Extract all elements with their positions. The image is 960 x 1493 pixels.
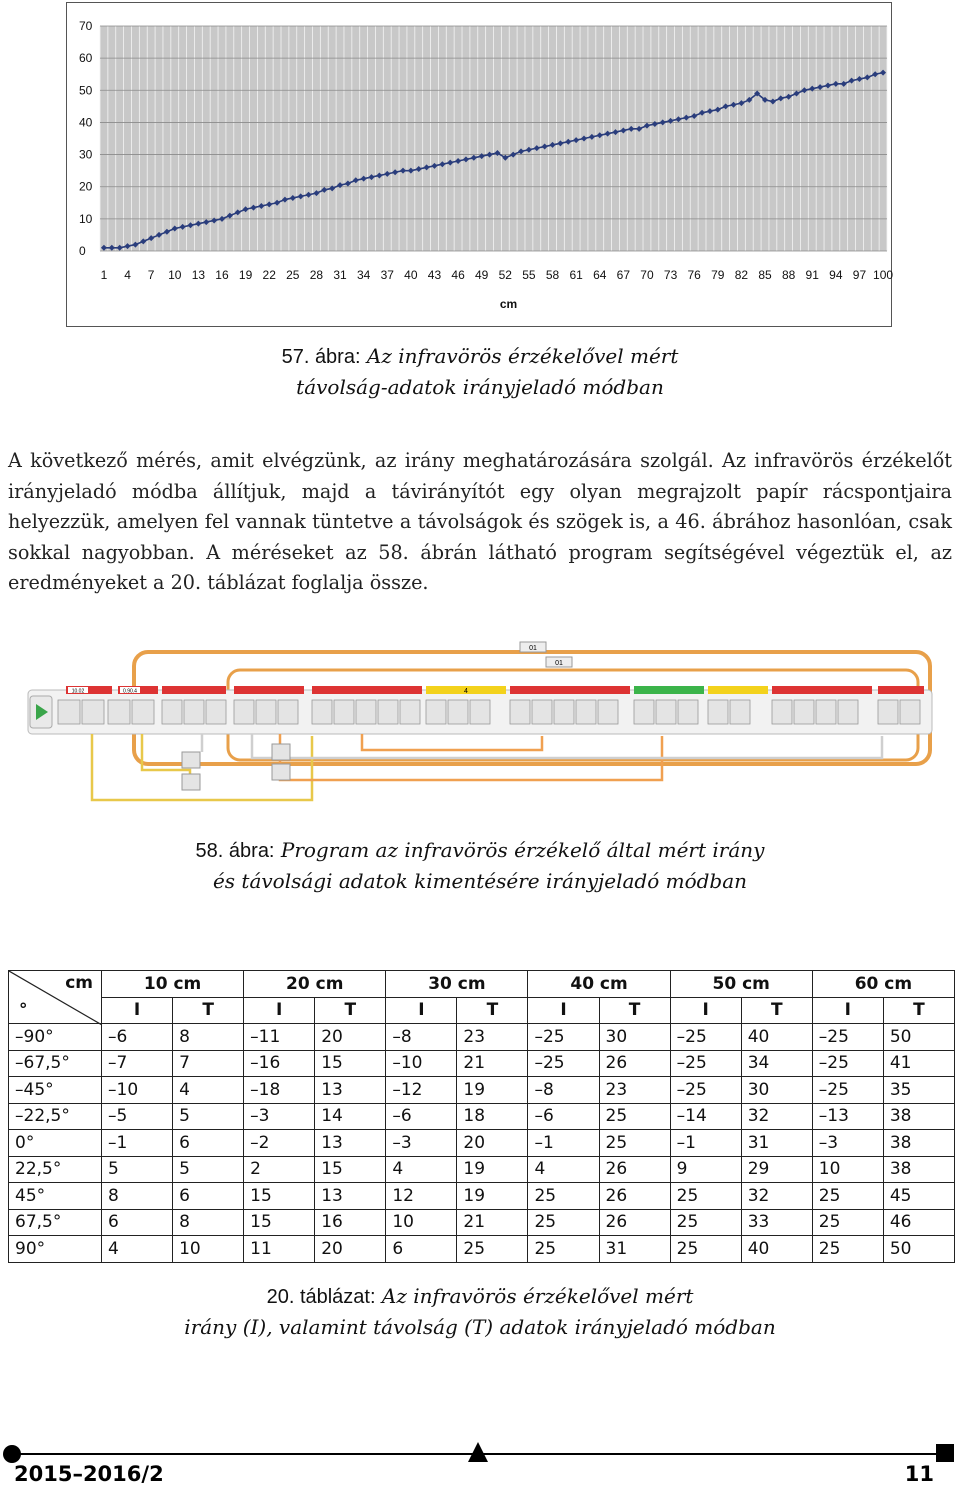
- x-tick-label: 22: [262, 268, 276, 282]
- table-cell: –5: [102, 1103, 173, 1130]
- y-tick-label: 30: [79, 147, 93, 162]
- table-cell: 4: [173, 1077, 244, 1104]
- table-cell: 50: [883, 1236, 954, 1263]
- table-cell: 4: [386, 1156, 457, 1183]
- math-block-3: [272, 744, 290, 760]
- table-cell: 30: [741, 1077, 812, 1104]
- table-cell: 32: [741, 1103, 812, 1130]
- table-cell: 25: [670, 1183, 741, 1210]
- angle-cell: –45°: [9, 1077, 102, 1104]
- y-tick-label: 10: [79, 211, 93, 226]
- table-cell: 8: [173, 1024, 244, 1051]
- x-tick-label: 19: [238, 268, 253, 282]
- x-tick-label: 31: [333, 268, 347, 282]
- table-cell: –25: [812, 1077, 883, 1104]
- table-cell: –1: [102, 1130, 173, 1157]
- table-cell: 6: [386, 1236, 457, 1263]
- figure-58-caption: [0, 835, 960, 896]
- circle-icon: [3, 1445, 21, 1463]
- table-cell: 31: [599, 1236, 670, 1263]
- table-cell: 23: [457, 1024, 528, 1051]
- distance-header: 50 cm: [670, 971, 812, 998]
- table-cell: –8: [386, 1024, 457, 1051]
- x-tick-label: 34: [356, 268, 371, 282]
- x-tick-label: 55: [522, 268, 536, 282]
- x-tick-label: 70: [640, 268, 654, 282]
- direction-header: I: [812, 997, 883, 1024]
- table-cell: 6: [173, 1130, 244, 1157]
- block-header-9: [708, 686, 768, 694]
- table-row: [9, 1209, 955, 1236]
- loop-label-top: 01: [529, 645, 537, 652]
- x-tick-label: 100: [873, 268, 893, 282]
- table-row: [9, 1103, 955, 1130]
- table-cell: –25: [528, 1050, 599, 1077]
- table-cell: 35: [883, 1077, 954, 1104]
- table-cell: –25: [670, 1077, 741, 1104]
- x-tick-label: 49: [475, 268, 489, 282]
- program-blocks: [58, 700, 920, 724]
- distance-chart-svg: [67, 3, 893, 328]
- table-cell: –10: [386, 1050, 457, 1077]
- issue-number: 2015–2016/2: [14, 1462, 164, 1486]
- table-cell: –6: [386, 1103, 457, 1130]
- table-cell: 2: [244, 1156, 315, 1183]
- table-row: [9, 1130, 955, 1157]
- table-cell: 25: [528, 1209, 599, 1236]
- x-axis-title: cm: [499, 297, 518, 311]
- block-header-7: [510, 686, 630, 694]
- table-row: [9, 1156, 955, 1183]
- table-body: [9, 1024, 955, 1263]
- table-cell: 7: [173, 1050, 244, 1077]
- table-cell: 26: [599, 1050, 670, 1077]
- table-cell: –12: [386, 1077, 457, 1104]
- table-cell: 25: [670, 1209, 741, 1236]
- table-cell: 20: [315, 1024, 386, 1051]
- table-cell: 10: [173, 1236, 244, 1263]
- table-cell: 46: [883, 1209, 954, 1236]
- direction-header: I: [386, 997, 457, 1024]
- figure-57-line1: Az infravörös érzékelővel mért: [366, 344, 679, 368]
- math-block-1: [182, 752, 200, 768]
- table-cell: 25: [599, 1130, 670, 1157]
- table-cell: 25: [670, 1236, 741, 1263]
- angle-cell: 0°: [9, 1130, 102, 1157]
- table-cell: –1: [670, 1130, 741, 1157]
- table-cell: 41: [883, 1050, 954, 1077]
- figure-57-number: 57. ábra:: [281, 346, 361, 368]
- table-cell: –25: [670, 1050, 741, 1077]
- table-cell: 25: [812, 1183, 883, 1210]
- block-header-5: [312, 686, 422, 694]
- table-cell: –6: [528, 1103, 599, 1130]
- direction-header: I: [670, 997, 741, 1024]
- table-cell: 26: [599, 1183, 670, 1210]
- table-cell: 14: [315, 1103, 386, 1130]
- table-cell: –3: [244, 1103, 315, 1130]
- table-cell: 45: [883, 1183, 954, 1210]
- table-cell: –3: [812, 1130, 883, 1157]
- angle-cell: 22,5°: [9, 1156, 102, 1183]
- table-cell: –6: [102, 1024, 173, 1051]
- block-value-1: 10.02: [71, 688, 85, 695]
- block-header-4: [234, 686, 304, 694]
- table-cell: 29: [741, 1156, 812, 1183]
- body-paragraph: A következő mérés, amit elvégzünk, az irány meghatározására szolgál. Az infravörös érzékelőt irányjeladó módba állítjuk, majd a távirányítót egy olyan megrajzolt papír rácspontjaira helyezzük, amelyen fel vannak tüntetve a távolságok és szögek is, a 46. ábrához hasonlóan, csak sokkal nagyobban. A méréseket az 58. ábrán látható program segítségével végeztük el, az eredményeket a 20. táblázat foglalja össze.: [8, 449, 952, 594]
- x-tick-label: 88: [781, 268, 796, 282]
- x-tick-label: 73: [663, 268, 678, 282]
- x-tick-label: 43: [427, 268, 442, 282]
- distance-header: 10 cm: [102, 971, 244, 998]
- x-tick-label: 85: [758, 268, 772, 282]
- measurement-table: [8, 970, 955, 1263]
- x-tick-label: 64: [593, 268, 607, 282]
- table-cell: 38: [883, 1130, 954, 1157]
- direction-header: I: [102, 997, 173, 1024]
- x-tick-label: 16: [215, 268, 229, 282]
- distance-header-row: [9, 971, 955, 998]
- table-cell: 15: [315, 1156, 386, 1183]
- table-cell: 21: [457, 1050, 528, 1077]
- corner-degree: °: [19, 1000, 28, 1020]
- direction-header: I: [244, 997, 315, 1024]
- x-tick-label: 91: [805, 268, 819, 282]
- x-tick-label: 67: [616, 268, 631, 282]
- table-cell: 8: [173, 1209, 244, 1236]
- angle-cell: 90°: [9, 1236, 102, 1263]
- table-cell: –18: [244, 1077, 315, 1104]
- x-tick-label: 25: [286, 268, 300, 282]
- table-cell: 18: [457, 1103, 528, 1130]
- table-cell: –16: [244, 1050, 315, 1077]
- distance-value-header: T: [457, 997, 528, 1024]
- table-20-line1: Az infravörös érzékelővel mért: [381, 1284, 694, 1308]
- y-tick-label: 20: [79, 179, 93, 194]
- distance-value-header: T: [173, 997, 244, 1024]
- distance-header: 20 cm: [244, 971, 386, 998]
- program-diagram-svg: [22, 640, 938, 815]
- table-cell: 13: [315, 1077, 386, 1104]
- block-header-10: [772, 686, 872, 694]
- loop-count: 4: [464, 688, 468, 695]
- table-cell: 23: [599, 1077, 670, 1104]
- x-tick-label: 79: [711, 268, 725, 282]
- x-tick-label: 4: [124, 268, 131, 282]
- table-cell: 33: [741, 1209, 812, 1236]
- figure-57-line2: távolság-adatok irányjeladó módban: [296, 375, 664, 399]
- table-cell: 21: [457, 1209, 528, 1236]
- figure-57-caption: [0, 341, 960, 402]
- block-value-2: 0.90.4: [123, 688, 137, 695]
- table-cell: –7: [102, 1050, 173, 1077]
- table-cell: –25: [670, 1024, 741, 1051]
- table-cell: 5: [102, 1156, 173, 1183]
- table-cell: 38: [883, 1156, 954, 1183]
- table-cell: 16: [315, 1209, 386, 1236]
- table-cell: 32: [741, 1183, 812, 1210]
- table-cell: 40: [741, 1236, 812, 1263]
- table-cell: 40: [741, 1024, 812, 1051]
- distance-chart: [66, 2, 892, 327]
- table-cell: 4: [102, 1236, 173, 1263]
- table-row: [9, 1183, 955, 1210]
- table-cell: 26: [599, 1209, 670, 1236]
- angle-cell: –90°: [9, 1024, 102, 1051]
- table-20-line2: irány (I), valamint távolság (T) adatok irányjeladó módban: [184, 1315, 776, 1339]
- x-tick-label: 46: [451, 268, 465, 282]
- math-block-2: [182, 774, 200, 790]
- corner-unit: cm: [65, 973, 93, 993]
- table-cell: –25: [528, 1024, 599, 1051]
- table-cell: 19: [457, 1077, 528, 1104]
- table-cell: –2: [244, 1130, 315, 1157]
- table-cell: 19: [457, 1183, 528, 1210]
- program-diagram: [22, 640, 938, 815]
- x-tick-label: 58: [545, 268, 560, 282]
- table-cell: –25: [812, 1024, 883, 1051]
- block-header-8: [634, 686, 704, 694]
- table-cell: 5: [173, 1103, 244, 1130]
- table-row: [9, 1236, 955, 1263]
- table-corner: [9, 971, 102, 1024]
- table-cell: –14: [670, 1103, 741, 1130]
- table-cell: 13: [315, 1183, 386, 1210]
- distance-value-header: T: [741, 997, 812, 1024]
- it-header-row: [9, 997, 955, 1024]
- table-cell: –25: [812, 1050, 883, 1077]
- page-number: 11: [904, 1462, 934, 1486]
- distance-value-header: T: [883, 997, 954, 1024]
- table-cell: 20: [315, 1236, 386, 1263]
- table-cell: 20: [457, 1130, 528, 1157]
- x-tick-label: 7: [147, 268, 155, 282]
- block-header-3: [162, 686, 226, 694]
- triangle-icon: [468, 1442, 488, 1462]
- angle-cell: 45°: [9, 1183, 102, 1210]
- distance-header: 40 cm: [528, 971, 670, 998]
- angle-cell: –22,5°: [9, 1103, 102, 1130]
- table-20-caption: [0, 1281, 960, 1342]
- x-tick-label: 10: [168, 268, 182, 282]
- x-tick-label: 13: [191, 268, 206, 282]
- table-row: [9, 1077, 955, 1104]
- figure-58-line1: Program az infravörös érzékelő által mért irány: [280, 838, 765, 862]
- table-cell: –10: [102, 1077, 173, 1104]
- distance-value-header: T: [315, 997, 386, 1024]
- table-cell: –8: [528, 1077, 599, 1104]
- x-tick-label: 61: [569, 268, 583, 282]
- x-tick-label: 52: [498, 268, 512, 282]
- table-cell: 9: [670, 1156, 741, 1183]
- x-tick-label: 97: [852, 268, 867, 282]
- table-cell: 25: [528, 1236, 599, 1263]
- angle-cell: 67,5°: [9, 1209, 102, 1236]
- table-20-number: 20. táblázat:: [266, 1286, 376, 1308]
- square-icon: [936, 1444, 954, 1462]
- loop-label-inner: 01: [555, 660, 563, 667]
- distance-value-header: T: [599, 997, 670, 1024]
- table-cell: 25: [599, 1103, 670, 1130]
- table-cell: 31: [741, 1130, 812, 1157]
- table-cell: –3: [386, 1130, 457, 1157]
- table-cell: 26: [599, 1156, 670, 1183]
- figure-58-number: 58. ábra:: [195, 840, 275, 862]
- y-tick-label: 0: [79, 244, 86, 258]
- y-tick-label: 60: [79, 51, 93, 66]
- x-tick-label: 76: [687, 268, 701, 282]
- angle-cell: –67,5°: [9, 1050, 102, 1077]
- table-cell: 6: [102, 1209, 173, 1236]
- table-cell: 25: [457, 1236, 528, 1263]
- table-cell: 11: [244, 1236, 315, 1263]
- table-row: [9, 1050, 955, 1077]
- table-row: [9, 1024, 955, 1051]
- x-tick-label: 40: [404, 268, 418, 282]
- table-cell: 25: [528, 1183, 599, 1210]
- x-tick-label: 37: [380, 268, 394, 282]
- x-tick-label: 94: [829, 268, 843, 282]
- table-cell: 34: [741, 1050, 812, 1077]
- table-cell: –11: [244, 1024, 315, 1051]
- table-cell: 12: [386, 1183, 457, 1210]
- table-cell: 10: [386, 1209, 457, 1236]
- y-tick-label: 70: [79, 19, 93, 33]
- table-cell: 6: [173, 1183, 244, 1210]
- table-cell: 13: [315, 1130, 386, 1157]
- table-cell: –1: [528, 1130, 599, 1157]
- distance-header: 60 cm: [812, 971, 954, 998]
- x-tick-label: 1: [100, 268, 108, 282]
- table-cell: 10: [812, 1156, 883, 1183]
- y-tick-label: 40: [79, 115, 93, 130]
- math-block-4: [272, 764, 290, 780]
- table-cell: 25: [812, 1209, 883, 1236]
- table-cell: 25: [812, 1236, 883, 1263]
- table-cell: 50: [883, 1024, 954, 1051]
- table-cell: 38: [883, 1103, 954, 1130]
- table-cell: 4: [528, 1156, 599, 1183]
- x-tick-label: 82: [734, 268, 749, 282]
- y-tick-label: 50: [79, 83, 93, 98]
- figure-58-line2: és távolsági adatok kimentésére irányjeladó módban: [212, 869, 748, 893]
- data-wires: [92, 734, 882, 800]
- table-cell: 15: [244, 1209, 315, 1236]
- table-cell: 30: [599, 1024, 670, 1051]
- direction-header: I: [528, 997, 599, 1024]
- x-tick-label: 28: [309, 268, 324, 282]
- table-cell: 5: [173, 1156, 244, 1183]
- table-cell: 8: [102, 1183, 173, 1210]
- table-cell: 15: [244, 1183, 315, 1210]
- table-cell: 19: [457, 1156, 528, 1183]
- distance-header: 30 cm: [386, 971, 528, 998]
- table-cell: 15: [315, 1050, 386, 1077]
- table-cell: –13: [812, 1103, 883, 1130]
- block-header-11: [878, 686, 924, 694]
